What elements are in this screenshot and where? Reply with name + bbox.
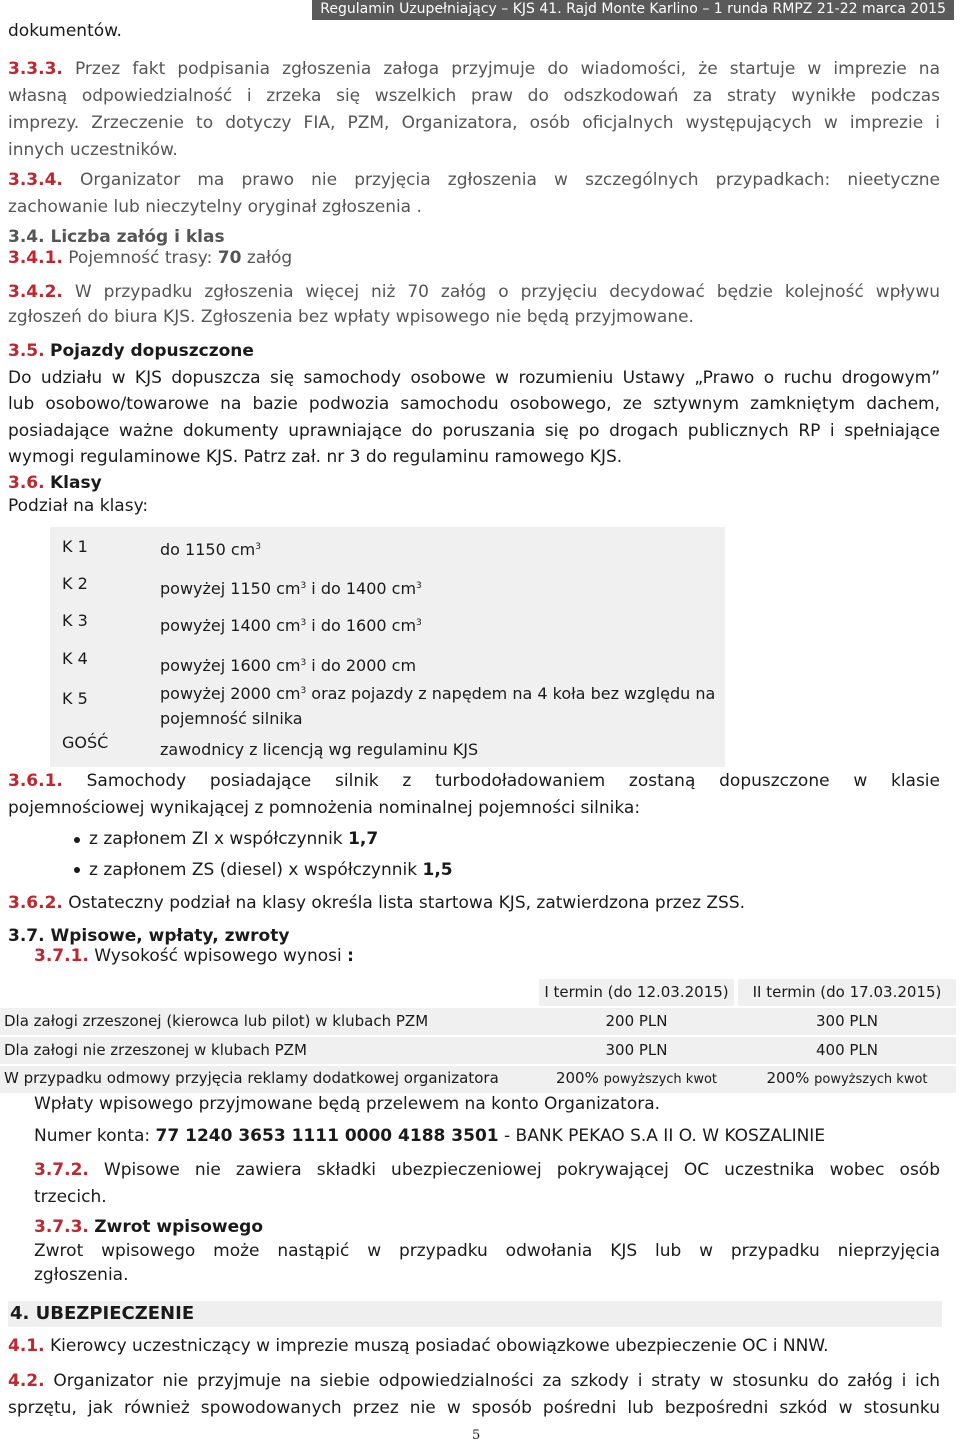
paragraph-3-6-1 [8, 768, 940, 822]
paragraph-number: 3.3.3. [8, 59, 63, 79]
class-description [160, 574, 720, 601]
account-bank: - BANK PEKAO S.A II O. W KOSZALINIE [504, 1126, 826, 1146]
capacity-value: 70 [217, 248, 242, 268]
fee-value: 300 PLN [605, 1041, 668, 1059]
paragraph-line: Organizator ma prawo nie przyjęcia zgłoszenia w szczególnych przypadkach: nieetyczne [80, 170, 940, 190]
superscript: 3 [300, 618, 307, 628]
section-heading-4: 4. UBEZPIECZENIE [10, 1303, 195, 1324]
paragraph-title: Zwrot wpisowego [94, 1217, 264, 1237]
paragraph-number: 3.6.2. [8, 893, 63, 913]
fee-value: 400 PLN [815, 1041, 879, 1059]
paragraph-4-2 [8, 1368, 940, 1422]
fees-table [0, 979, 960, 1094]
paragraph-line: posiadające ważne dokumenty uprawniające do poruszania się po drogach publicznych RP i spełniające [8, 420, 940, 441]
class-desc-text: i do 1400 cm [306, 579, 417, 598]
bullet-icon [74, 867, 80, 873]
paragraph-4-1 [8, 1336, 829, 1356]
class-desc-text: powyżej 1600 cm [160, 656, 301, 675]
paragraph-3-4-1 [8, 248, 292, 268]
paragraph-line: imprezy. Zrzeczenie to dotyczy FIA, PZM, Organizatora, osób oficjalnych występujących w imprezie i [8, 113, 940, 133]
section-title: Pojazdy dopuszczone [49, 341, 254, 361]
superscript: 3 [300, 581, 307, 591]
transfer-note: Wpłaty wpisowego przyjmowane będą przelewem na konto Organizatora. [34, 1094, 661, 1114]
account-label: Numer konta: [34, 1126, 151, 1146]
class-desc-text: oraz pojazdy z napędem na 4 koła bez względu na pojemność silnika [160, 684, 716, 728]
paragraph-line: własną odpowiedzialność i zrzeka się wszelkich praw do odszkodowań za straty wynikłe podczas [8, 86, 940, 106]
intro-tail-text: dokumentów. [8, 21, 122, 41]
fees-column-header: II termin (do 17.03.2015) [738, 979, 956, 1006]
account-line [34, 1126, 825, 1146]
paragraph-number: 3.4.1. [8, 248, 63, 268]
class-description [160, 611, 720, 638]
document-header: Regulamin Uzupełniający – KJS 41. Rajd Monte Karlino – 1 runda RMPZ 21-22 marca 2015 [312, 0, 954, 20]
paragraph-line: W przypadku zgłoszenia więcej niż 70 załóg o przyjęciu decydować będzie kolejność wpływu [74, 282, 940, 302]
class-code: GOŚĆ [62, 733, 109, 752]
paragraph-text: Pojemność trasy: [68, 248, 213, 268]
class-description: zawodnicy z licencją wg regulaminu KJS [160, 740, 479, 759]
section-title: Klasy [49, 473, 102, 493]
paragraph-line: zgłoszenia. [34, 1265, 129, 1285]
superscript: 3 [300, 686, 307, 696]
paragraph-line: sprzętu, jak również spowodowanych przez nie w sposób pośredni lub bezpośredni szkód w stosunku [8, 1398, 940, 1418]
coefficient-value: 1,5 [422, 860, 453, 880]
table-row [50, 527, 725, 565]
paragraph-line: Organizator nie przyjmuje na siebie odpowiedzialności za szkody i straty w stosunku do załóg i ich [53, 1371, 940, 1391]
class-description [160, 535, 720, 562]
section-heading-3-4: 3.4. Liczba załóg i klas [8, 227, 225, 247]
fee-value [539, 1069, 734, 1087]
class-desc-text: do 1150 cm [160, 540, 256, 559]
superscript: 3 [255, 542, 261, 552]
fee-row-label: Dla załogi zrzeszonej (kierowca lub pilot) w klubach PZM [4, 1012, 429, 1030]
paragraph-3-6-2 [8, 893, 745, 913]
paragraph-line: wymogi regulaminowe KJS. Patrz zał. nr 3 do regulaminu ramowego KJS. [8, 447, 623, 467]
paragraph-line: Przez fakt podpisania zgłoszenia załoga przyjmuje do wiadomości, że startuje w imprezie na [74, 59, 940, 79]
bullet-text: z zapłonem ZI x współczynnik [89, 829, 343, 849]
section-3-5 [8, 338, 940, 471]
paragraph-number: 3.7.2. [34, 1160, 89, 1180]
page-number: 5 [472, 1428, 481, 1443]
fee-row-label: Dla załogi nie zrzeszonej w klubach PZM [4, 1041, 307, 1059]
colon: : [347, 946, 354, 966]
class-code: K 5 [62, 689, 88, 708]
class-desc-text: i do 2000 cm [306, 656, 417, 675]
paragraph-3-3-3 [8, 56, 940, 164]
paragraph-3-7-2 [34, 1157, 940, 1211]
paragraph-number: 4.2. [8, 1371, 45, 1391]
bullet-text: z zapłonem ZS (diesel) x współczynnik [89, 860, 418, 880]
paragraph-line: pojemnościowej wynikającej z pomnożenia nominalnej pojemności silnika: [8, 798, 641, 818]
class-code: K 2 [62, 574, 88, 593]
superscript: 3 [300, 658, 307, 668]
paragraph-number: 4.1. [8, 1336, 45, 1356]
paragraph-line: zachowanie lub nieczytelny oryginał zgłoszenia . [8, 197, 422, 217]
superscript: 3 [416, 618, 422, 628]
class-code: K 4 [62, 649, 88, 668]
class-desc-text: i do 1600 cm [306, 616, 417, 635]
paragraph-line: zgłoszeń do biura KJS. Zgłoszenia bez wpłaty wpisowego nie będą przyjmowane. [8, 307, 694, 327]
class-desc-text: powyżej 2000 cm [160, 684, 301, 703]
paragraph-number: 3.6.1. [8, 771, 63, 791]
fee-percent: 200% [555, 1069, 599, 1087]
classes-table [50, 527, 725, 767]
paragraph-number: 3.3.4. [8, 170, 63, 190]
paragraph-number: 3.4.2. [8, 282, 63, 302]
fee-note: powyższych kwot [814, 1072, 928, 1087]
paragraph-3-3-4 [8, 167, 940, 221]
fee-value: 200 PLN [605, 1012, 668, 1030]
class-description [160, 651, 720, 678]
fee-value: 300 PLN [815, 1012, 879, 1030]
paragraph-3-7-3 [34, 1215, 940, 1287]
paragraph-line: Wpisowe nie zawiera składki ubezpieczeniowej pokrywającej OC uczestnika wobec osób [103, 1160, 940, 1180]
paragraph-3-7-1 [34, 946, 354, 966]
paragraph-3-4-2 [8, 280, 940, 330]
paragraph-line: Samochody posiadające silnik z turbodoładowaniem zostaną dopuszczone w klasie [86, 771, 940, 791]
bullet-item [89, 829, 378, 849]
paragraph-text: Wysokość wpisowego wynosi [94, 946, 342, 966]
bullet-icon [74, 837, 80, 843]
fee-note: powyższych kwot [603, 1072, 718, 1087]
section-heading-3-7: 3.7. Wpisowe, wpłaty, zwroty [8, 926, 290, 946]
classes-intro: Podział na klasy: [8, 496, 149, 516]
superscript: 3 [416, 581, 422, 591]
class-desc-text: powyżej 1400 cm [160, 616, 301, 635]
class-code: K 3 [62, 611, 88, 630]
bullet-item [89, 860, 453, 880]
paragraph-line: Zwrot wpisowego może nastąpić w przypadku odwołania KJS lub w przypadku nieprzyjęcia [34, 1241, 940, 1261]
paragraph-line: trzecich. [34, 1187, 107, 1207]
paragraph-number: 3.7.1. [34, 946, 89, 966]
section-number: 3.6. [8, 473, 45, 493]
fee-percent: 200% [766, 1069, 810, 1087]
paragraph-line: Do udziału w KJS dopuszcza się samochody osobowe w rozumieniu Ustawy „Prawo o ruchu drogowym” [8, 367, 940, 388]
paragraph-text: Kierowcy uczestniczący w imprezie muszą posiadać obowiązkowe ubezpieczenie OC i NNW. [49, 1336, 829, 1356]
paragraph-number: 3.7.3. [34, 1217, 89, 1237]
paragraph-line: innych uczestników. [8, 140, 178, 160]
capacity-unit: załóg [246, 248, 293, 268]
section-number: 3.5. [8, 341, 45, 361]
class-desc-text: powyżej 1150 cm [160, 579, 301, 598]
paragraph-line: lub osobowo/towarowe na bazie podwozia samochodu osobowego, ze sztywnym zamkniętym dachem, [8, 394, 940, 414]
account-number: 77 1240 3653 1111 0000 4188 3501 [155, 1126, 499, 1146]
fees-column-header: I termin (do 12.03.2015) [539, 979, 734, 1006]
fee-value [738, 1069, 956, 1087]
class-code: K 1 [62, 537, 88, 556]
coefficient-value: 1,7 [348, 829, 379, 849]
paragraph-text: Ostateczny podział na klasy określa lista startowa KJS, zatwierdzona przez ZSS. [68, 893, 746, 913]
class-description [160, 679, 720, 731]
section-heading-3-6 [8, 473, 102, 493]
fee-row-label: W przypadku odmowy przyjęcia reklamy dodatkowej organizatora [4, 1069, 499, 1087]
